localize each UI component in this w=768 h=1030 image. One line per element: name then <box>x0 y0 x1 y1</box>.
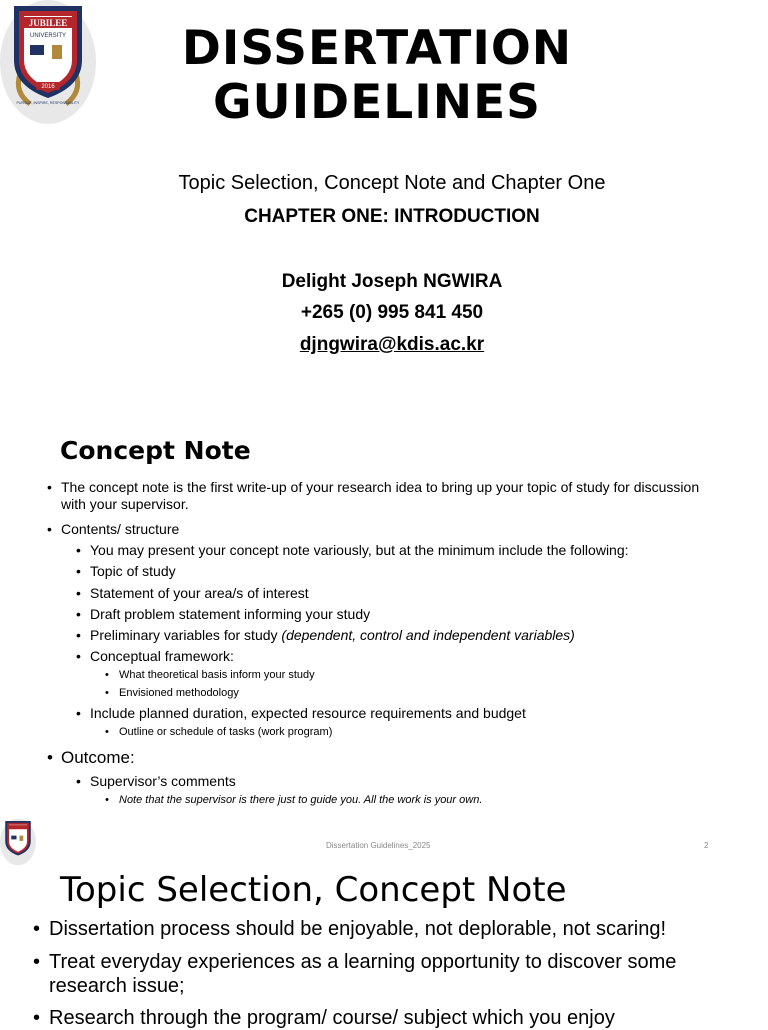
sub-bullet-duration: • Include planned duration, expected resource requirements and budget <box>90 705 526 721</box>
presentation-subtitle: Topic Selection, Concept Note and Chapter One <box>178 172 606 194</box>
sub-bullet-present: • You may present your concept note variously, but at the minimum include the following: <box>90 542 629 558</box>
sub-bullet-variables <box>90 627 575 643</box>
presentation-title <box>150 22 604 130</box>
svg-text:UNIVERSITY: UNIVERSITY <box>29 33 67 39</box>
sub3-bullet-schedule: • Outline or schedule of tasks (work program) <box>119 726 332 738</box>
title-line-1: DISSERTATION <box>181 21 573 76</box>
sub3-bullet-theory: • What theoretical basis inform your study <box>119 669 315 681</box>
chapter-heading: CHAPTER ONE: INTRODUCTION <box>244 206 540 227</box>
sub3-bullet-note: • Note that the supervisor is there just to guide you. All the work is your own. <box>119 794 482 806</box>
slide-title-concept-note: Concept Note <box>60 436 251 465</box>
svg-text:PURSUE, INSPIRE, RESPONSIBILIT: PURSUE, INSPIRE, RESPONSIBILITY <box>16 101 80 105</box>
sub-bullet-problem: • Draft problem statement informing your study <box>90 606 370 622</box>
sub-bullet-topic: • Topic of study <box>90 563 176 579</box>
slide3-bullet-2: • Treat everyday experiences as a learning opportunity to discover some research issue; <box>49 950 729 998</box>
bullet-outcome: • Outcome: <box>61 748 135 768</box>
title-line-2: GUIDELINES <box>212 75 542 130</box>
university-logo <box>0 0 96 124</box>
svg-text:2016: 2016 <box>41 84 55 90</box>
variables-text: Preliminary variables for study <box>90 627 282 643</box>
svg-text:JUBILEE: JUBILEE <box>28 18 68 28</box>
sub3-bullet-method: • Envisioned methodology <box>119 687 239 699</box>
author-phone: +265 (0) 995 841 450 <box>300 302 484 323</box>
sub-bullet-supervisor: • Supervisor’s comments <box>90 773 236 789</box>
sub-bullet-framework: • Conceptual framework: <box>90 648 234 664</box>
author-email-link[interactable]: djngwira@kdis.ac.kr <box>299 334 485 355</box>
slide3-bullet-1: • Dissertation process should be enjoyable, not deplorable, not scaring! <box>49 917 729 941</box>
author-name: Delight Joseph NGWIRA <box>281 271 503 292</box>
slide-title-topic-selection: Topic Selection, Concept Note <box>60 870 567 910</box>
variables-italic-text: (dependent, control and independent variables) <box>281 627 575 643</box>
bullet-contents: • Contents/ structure <box>61 521 711 538</box>
slide-page-number: 2 <box>704 841 709 850</box>
university-logo-small <box>0 818 36 866</box>
slide-footer: Dissertation Guidelines_2025 <box>326 841 431 850</box>
sub-bullet-statement: • Statement of your area/s of interest <box>90 585 309 601</box>
bullet-intro: • The concept note is the first write-up of your research idea to bring up your topic of study for discussion with your supervisor. <box>61 479 711 513</box>
slide3-bullet-3: • Research through the program/ course/ subject which you enjoy <box>49 1006 729 1030</box>
